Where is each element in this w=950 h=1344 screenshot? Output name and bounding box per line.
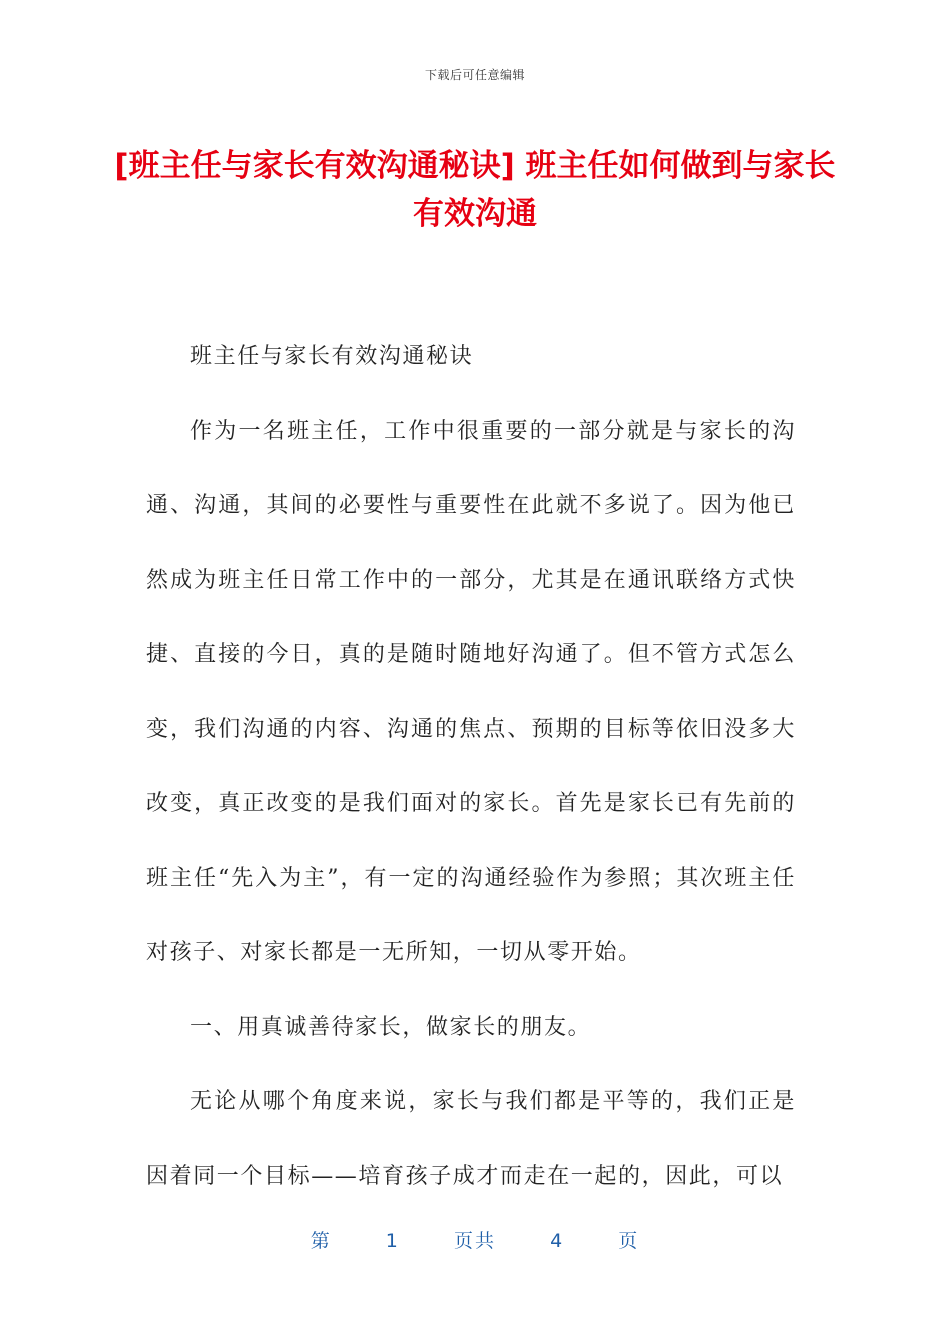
page-footer [0, 1226, 950, 1253]
paragraph-section-body: 无论从哪个角度来说，家长与我们都是平等的，我们正是因着同一个目标——培育孩子成才而走在一起的，因此，可以 [146, 1089, 796, 1189]
footer-page-total: 4 [550, 1230, 565, 1252]
paragraph-subtitle: 班主任与家长有效沟通秘诀 [190, 344, 474, 369]
document-body [146, 320, 796, 1214]
document-title: [班主任与家长有效沟通秘诀] 班主任如何做到与家长有效沟通 [114, 148, 836, 232]
footer-page-current: 1 [385, 1230, 400, 1252]
header-note: 下载后可任意编辑 [424, 68, 525, 82]
paragraph-section-heading: 一、用真诚善待家长，做家长的朋友。 [190, 1014, 592, 1040]
footer-page-prefix: 第 [310, 1230, 332, 1252]
footer-page-middle: 页共 [453, 1230, 496, 1252]
paragraph-intro: 作为一名班主任，工作中很重要的一部分就是与家长的沟通、沟通，其间的必要性与重要性在此就不多说了。因为他已然成为班主任日常工作中的一部分，尤其是在通讯联络方式快捷、直接的今日，真的是随时随地好沟通了。但不管方式怎么变，我们沟通的内容、沟通的焦点、预期的目标等依旧没多大改变，真正改变的是我们面对的家长。首先是家长已有先前的班主任“先入为主”，有一定的沟通经验作为参照；其次班主任对孩子、对家长都是一无所知，一切从零开始。 [146, 418, 796, 965]
footer-page-suffix: 页 [618, 1230, 640, 1252]
